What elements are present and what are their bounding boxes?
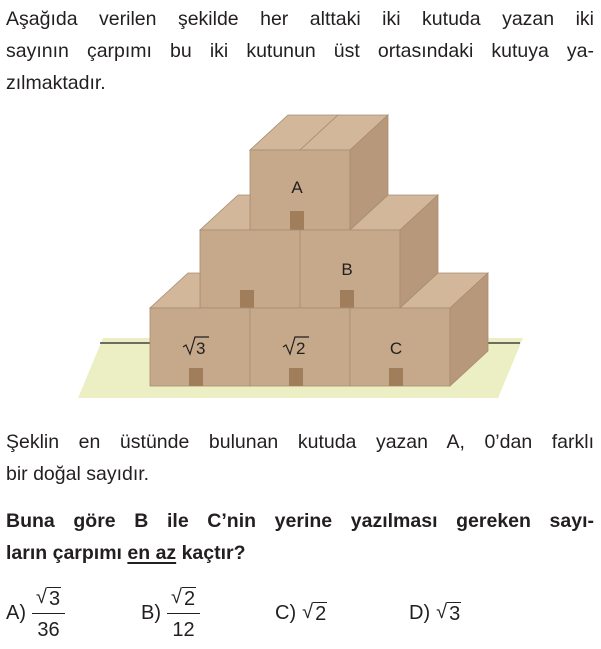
tape — [289, 368, 303, 386]
radical-sign-icon: √ — [302, 601, 314, 623]
option-label: D) — [409, 601, 431, 624]
box-label-b: B — [341, 260, 353, 279]
statement-paragraph — [6, 426, 594, 490]
radical-sign-icon: √ — [36, 585, 47, 608]
tape — [189, 368, 203, 386]
box-pyramid-figure — [0, 100, 601, 410]
fraction — [32, 587, 65, 640]
fraction — [167, 587, 200, 640]
question-line — [6, 537, 594, 569]
denominator: 36 — [37, 618, 60, 641]
option-a[interactable] — [6, 582, 65, 644]
question-text-part: kaçtır? — [176, 542, 246, 564]
intro-line: zılmaktadır. — [6, 72, 106, 94]
intro-line: sayının çarpımı bu iki kutunun üst ortasındaki kutuya ya- — [6, 40, 594, 62]
option-label: B) — [141, 601, 161, 624]
tape — [389, 368, 403, 386]
underlined-emphasis: en az — [127, 542, 177, 564]
option-label: C) — [275, 601, 297, 624]
option-c[interactable] — [275, 582, 327, 644]
sqrt-expression: √ 3 — [436, 601, 461, 625]
tape — [290, 211, 304, 230]
option-d[interactable] — [409, 582, 461, 644]
statement-line: Şeklin en üstünde bulunan kutuda yazan A, 0’dan farklı — [6, 431, 594, 453]
question-text-part: ların çarpımı — [6, 542, 128, 564]
option-b[interactable] — [141, 582, 200, 644]
box-label-a: A — [291, 178, 303, 197]
option-label: A) — [6, 601, 26, 624]
radicand: 2 — [296, 339, 306, 358]
tape — [240, 290, 254, 308]
box-label-c: C — [389, 339, 403, 358]
question-text — [6, 505, 594, 569]
question-line: Buna göre B ile C’nin yerine yazılması gereken sayı- — [6, 510, 594, 532]
top-box — [250, 115, 388, 230]
denominator: 12 — [172, 618, 195, 641]
radicand: 3 — [196, 339, 206, 358]
radical-sign-icon: √ — [171, 585, 182, 608]
tape — [340, 290, 354, 308]
radical-sign-icon: √ — [436, 601, 448, 623]
sqrt-expression: √ 2 — [302, 601, 327, 625]
intro-line: Aşağıda verilen şekilde her alttaki iki kutuda yazan iki — [6, 8, 594, 30]
numerator: √ 2 — [167, 587, 200, 614]
statement-line: bir doğal sayıdır. — [6, 463, 150, 485]
intro-paragraph — [6, 3, 594, 99]
numerator: √ 3 — [32, 587, 65, 614]
